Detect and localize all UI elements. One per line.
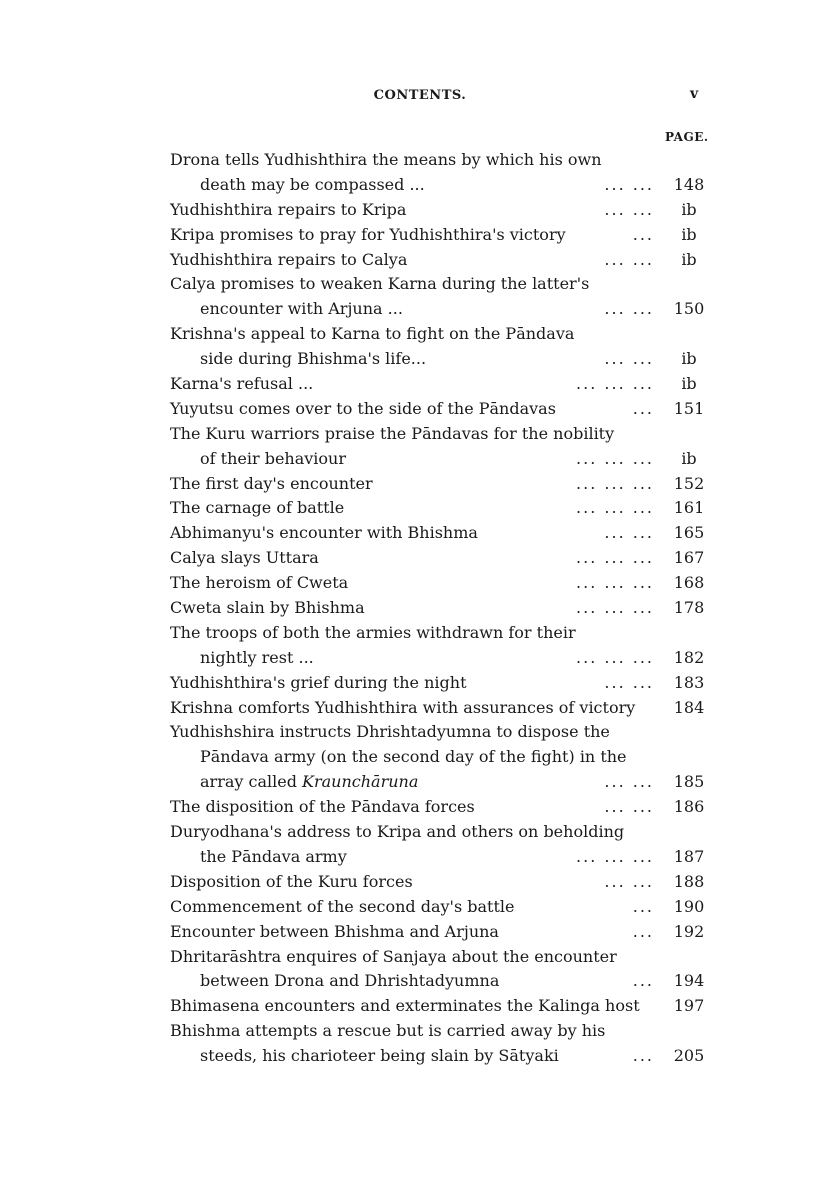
toc-entry-text: the Pāndava army	[200, 846, 347, 866]
toc-entry-text: death may be compassed ...	[200, 174, 425, 194]
page-number: v	[690, 86, 699, 102]
toc-entry-page-number: 150	[673, 299, 705, 319]
toc-entry-italic-text: Kraunchāruna	[302, 772, 419, 792]
toc-entry-text: Krishna's appeal to Karna to fight on the Pāndava	[170, 324, 575, 344]
toc-entry-page-number: 205	[673, 1046, 705, 1066]
toc-entry-page-number: 185	[673, 772, 705, 792]
toc-entry-text: steeds, his charioteer being slain by Sātyaki	[200, 1046, 559, 1066]
toc-entry	[170, 621, 710, 646]
toc-entry-leader-dots: ...	[632, 398, 654, 418]
toc-entry-page-number: 161	[673, 498, 705, 518]
toc-entry-leader-dots: ... ... ...	[576, 573, 654, 593]
toc-entry-page-number: 165	[673, 523, 705, 543]
toc-entry-leader-dots: ... ... ...	[576, 448, 654, 468]
toc-entry-page-number: ib	[681, 448, 697, 468]
toc-entry-text: Yudhishthira's grief during the night	[170, 672, 467, 692]
toc-entry-leader-dots: ... ... ...	[576, 846, 654, 866]
toc-entry-text: Dhritarāshtra enquires of Sanjaya about the encounter	[170, 946, 617, 966]
toc-entry-text: Drona tells Yudhishthira the means by which his own	[170, 150, 602, 169]
toc-entry-leader-dots: ... ...	[604, 174, 654, 194]
toc-entry-leader-dots: ... ...	[604, 349, 654, 369]
toc-entry	[170, 969, 710, 994]
toc-entry	[170, 994, 710, 1019]
toc-entry-page-number: ib	[681, 224, 697, 244]
table-of-contents	[170, 148, 710, 1069]
toc-entry	[170, 920, 710, 945]
toc-entry-page-number: 151	[673, 398, 705, 418]
toc-entry	[170, 845, 710, 870]
toc-entry	[170, 546, 710, 571]
toc-entry-text: The troops of both the armies withdrawn for their	[170, 622, 576, 642]
toc-entry	[170, 795, 710, 820]
toc-entry-text: Encounter between Bhishma and Arjuna	[170, 921, 499, 941]
toc-entry	[170, 272, 710, 297]
toc-entry-page-number: 183	[673, 672, 705, 692]
toc-entry	[170, 496, 710, 521]
toc-entry-leader-dots: ... ... ...	[576, 374, 654, 394]
toc-entry-text: encounter with Arjuna ...	[200, 299, 403, 319]
toc-entry-page-number: 187	[673, 846, 705, 866]
toc-entry	[170, 248, 710, 273]
toc-entry	[170, 422, 710, 447]
toc-entry-page-number: 188	[673, 871, 705, 891]
toc-entry-leader-dots: ... ...	[604, 199, 654, 219]
toc-entry-text: Krishna comforts Yudhishthira with assurances of victory	[170, 697, 636, 717]
toc-entry-leader-dots: ... ... ...	[576, 598, 654, 618]
toc-entry-leader-dots: ... ...	[604, 672, 654, 692]
toc-entry	[170, 571, 710, 596]
toc-entry	[170, 297, 710, 322]
toc-entry-leader-dots: ... ...	[604, 523, 654, 543]
toc-entry-page-number: 194	[673, 971, 705, 991]
toc-entry-text: nightly rest ...	[200, 647, 314, 667]
toc-entry	[170, 720, 710, 745]
toc-entry	[170, 347, 710, 372]
toc-entry	[170, 596, 710, 621]
toc-entry	[170, 1044, 710, 1069]
toc-entry-text: Yuyutsu comes over to the side of the Pāndavas	[170, 398, 556, 418]
toc-entry-text: Cweta slain by Bhishma	[170, 598, 365, 618]
toc-entry	[170, 895, 710, 920]
toc-entry-text: The carnage of battle	[170, 498, 345, 518]
toc-entry	[170, 870, 710, 895]
toc-entry	[170, 397, 710, 422]
toc-entry-leader-dots: ... ... ...	[576, 647, 654, 667]
toc-entry	[170, 322, 710, 347]
toc-entry-leader-dots: ... ...	[604, 797, 654, 817]
toc-entry	[170, 372, 710, 397]
toc-entry-page-number: 182	[673, 647, 705, 667]
toc-entry-text: Kripa promises to pray for Yudhishthira's victory	[170, 224, 566, 244]
toc-entry-text: Karna's refusal ...	[170, 374, 314, 394]
toc-entry-page-number: 168	[673, 573, 705, 593]
toc-entry-text: Yudhishshira instructs Dhrishtadyumna to dispose the	[170, 722, 610, 742]
toc-entry-page-number: 148	[673, 174, 705, 194]
toc-entry-page-number: ib	[681, 199, 697, 219]
toc-entry-text: The heroism of Cweta	[170, 573, 349, 593]
page-title: CONTENTS.	[373, 88, 467, 103]
toc-entry	[170, 521, 710, 546]
toc-entry-text: Yudhishthira repairs to Kripa	[170, 199, 407, 219]
toc-entry	[170, 820, 710, 845]
toc-entry-text: Bhishma attempts a rescue but is carried away by his	[170, 1021, 606, 1041]
toc-entry-text: Disposition of the Kuru forces	[170, 871, 413, 891]
toc-entry-text: Calya slays Uttara	[170, 548, 319, 568]
toc-entry-page-number: 192	[673, 921, 705, 941]
toc-entry-leader-dots: ... ...	[604, 871, 654, 891]
toc-entry-text: of their behaviour	[200, 448, 346, 468]
toc-entry	[170, 945, 710, 970]
toc-entry	[170, 745, 710, 770]
toc-entry-text: array called Kraunchāruna	[200, 772, 419, 792]
toc-entry	[170, 1019, 710, 1044]
toc-entry-text: Commencement of the second day's battle	[170, 896, 515, 916]
toc-entry-leader-dots: ...	[632, 896, 654, 916]
toc-entry-leader-dots: ... ... ...	[576, 473, 654, 493]
toc-entry-page-number: ib	[681, 349, 697, 369]
toc-entry-leader-dots: ...	[632, 971, 654, 991]
toc-entry-leader-dots: ...	[632, 921, 654, 941]
toc-entry-page-number: ib	[681, 249, 697, 269]
toc-entry-page-number: 186	[673, 797, 705, 817]
toc-entry-leader-dots: ...	[632, 224, 654, 244]
toc-entry	[170, 173, 710, 198]
toc-entry-leader-dots: ... ...	[604, 249, 654, 269]
toc-entry	[170, 447, 710, 472]
toc-entry-text: Bhimasena encounters and exterminates the Kalinga host	[170, 996, 640, 1016]
toc-entry	[170, 770, 710, 795]
toc-entry-page-number: 152	[673, 473, 705, 493]
toc-entry-text: side during Bhishma's life...	[200, 349, 427, 369]
toc-entry-page-number: 197	[673, 996, 705, 1016]
toc-entry	[170, 646, 710, 671]
toc-entry-page-number: 178	[673, 598, 705, 618]
toc-entry	[170, 671, 710, 696]
toc-entry-text: Yudhishthira repairs to Calya	[170, 249, 408, 269]
toc-entry-text: The first day's encounter	[170, 473, 373, 493]
toc-entry	[170, 148, 710, 173]
toc-entry	[170, 223, 710, 248]
toc-entry-leader-dots: ...	[632, 1046, 654, 1066]
toc-entry-text: Abhimanyu's encounter with Bhishma	[170, 523, 478, 543]
toc-entry-text: The Kuru warriors praise the Pāndavas for the nobility	[170, 423, 615, 443]
toc-entry	[170, 696, 710, 721]
toc-entry-text: Calya promises to weaken Karna during the latter's	[170, 274, 590, 294]
toc-entry	[170, 198, 710, 223]
toc-entry-page-number: 167	[673, 548, 705, 568]
toc-entry-leader-dots: ... ...	[604, 772, 654, 792]
toc-entry-leader-dots: ... ... ...	[576, 498, 654, 518]
toc-entry-text: between Drona and Dhrishtadyumna	[200, 971, 500, 991]
toc-entry-page-number: 190	[673, 896, 705, 916]
page-column-label: PAGE.	[665, 130, 709, 144]
toc-entry-leader-dots: ... ...	[604, 299, 654, 319]
toc-entry-page-number: ib	[681, 374, 697, 394]
toc-entry-text: The disposition of the Pāndava forces	[170, 797, 475, 817]
toc-entry-text: Pāndava army (on the second day of the fight) in the	[200, 747, 627, 767]
toc-entry-text: Duryodhana's address to Kripa and others on beholding	[170, 822, 625, 842]
toc-entry-leader-dots: ... ... ...	[576, 548, 654, 568]
toc-entry	[170, 472, 710, 497]
toc-entry-page-number: 184	[673, 697, 705, 717]
